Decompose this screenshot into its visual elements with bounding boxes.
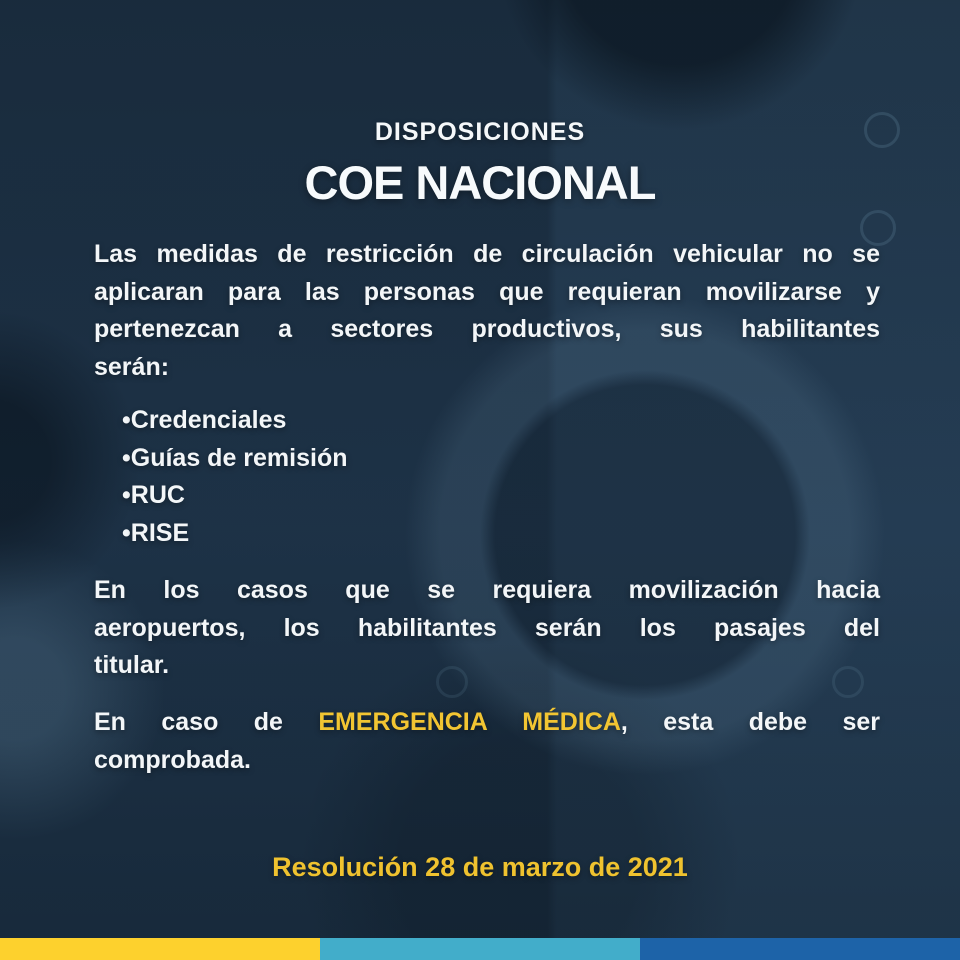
resolution-date: Resolución 28 de marzo de 2021 bbox=[272, 852, 688, 882]
list-item-label: Credenciales bbox=[130, 406, 287, 434]
stripe-yellow bbox=[0, 938, 320, 960]
list-item-label: Guías de remisión bbox=[130, 443, 348, 472]
emergency-paragraph bbox=[94, 704, 880, 779]
emergency-line: comprobada. bbox=[94, 745, 251, 774]
list-item bbox=[94, 515, 880, 553]
stripe-teal bbox=[320, 938, 640, 960]
page-title: COE NACIONAL bbox=[304, 156, 656, 209]
intro-line: pertenezcan a sectores productivos, sus habilitantes bbox=[94, 315, 880, 343]
airport-line: titular. bbox=[94, 651, 170, 679]
bullet-marker: • bbox=[122, 406, 131, 434]
list-item bbox=[94, 440, 880, 478]
intro-paragraph bbox=[94, 236, 880, 386]
emergency-line bbox=[94, 704, 880, 742]
list-item-label: RISE bbox=[130, 518, 190, 547]
emergency-pre: En caso de bbox=[94, 708, 283, 736]
intro-line: Las medidas de restricción de circulación vehicular no se bbox=[94, 240, 880, 268]
bullet-marker: • bbox=[122, 481, 131, 509]
emergency-highlight: EMERGENCIA MÉDICA bbox=[318, 708, 621, 736]
list-item bbox=[94, 477, 880, 515]
airport-line: aeropuertos, los habilitantes serán los pasajes del bbox=[94, 613, 880, 642]
airport-paragraph bbox=[94, 572, 880, 685]
bullet-marker: • bbox=[122, 443, 131, 472]
brand-stripe-bar bbox=[0, 938, 960, 960]
intro-line: aplicaran para las personas que requieran movilizarse y bbox=[94, 277, 880, 306]
bullet-marker: • bbox=[122, 518, 131, 547]
airport-line: En los casos que se requiera movilización hacia bbox=[94, 576, 880, 604]
list-item bbox=[94, 402, 880, 440]
intro-line: serán: bbox=[94, 352, 170, 381]
credentials-list bbox=[94, 402, 880, 552]
poster-kicker: DISPOSICIONES bbox=[374, 118, 586, 146]
stripe-blue bbox=[640, 938, 960, 960]
emergency-post: , esta debe ser bbox=[620, 708, 880, 736]
list-item-label: RUC bbox=[130, 481, 185, 509]
